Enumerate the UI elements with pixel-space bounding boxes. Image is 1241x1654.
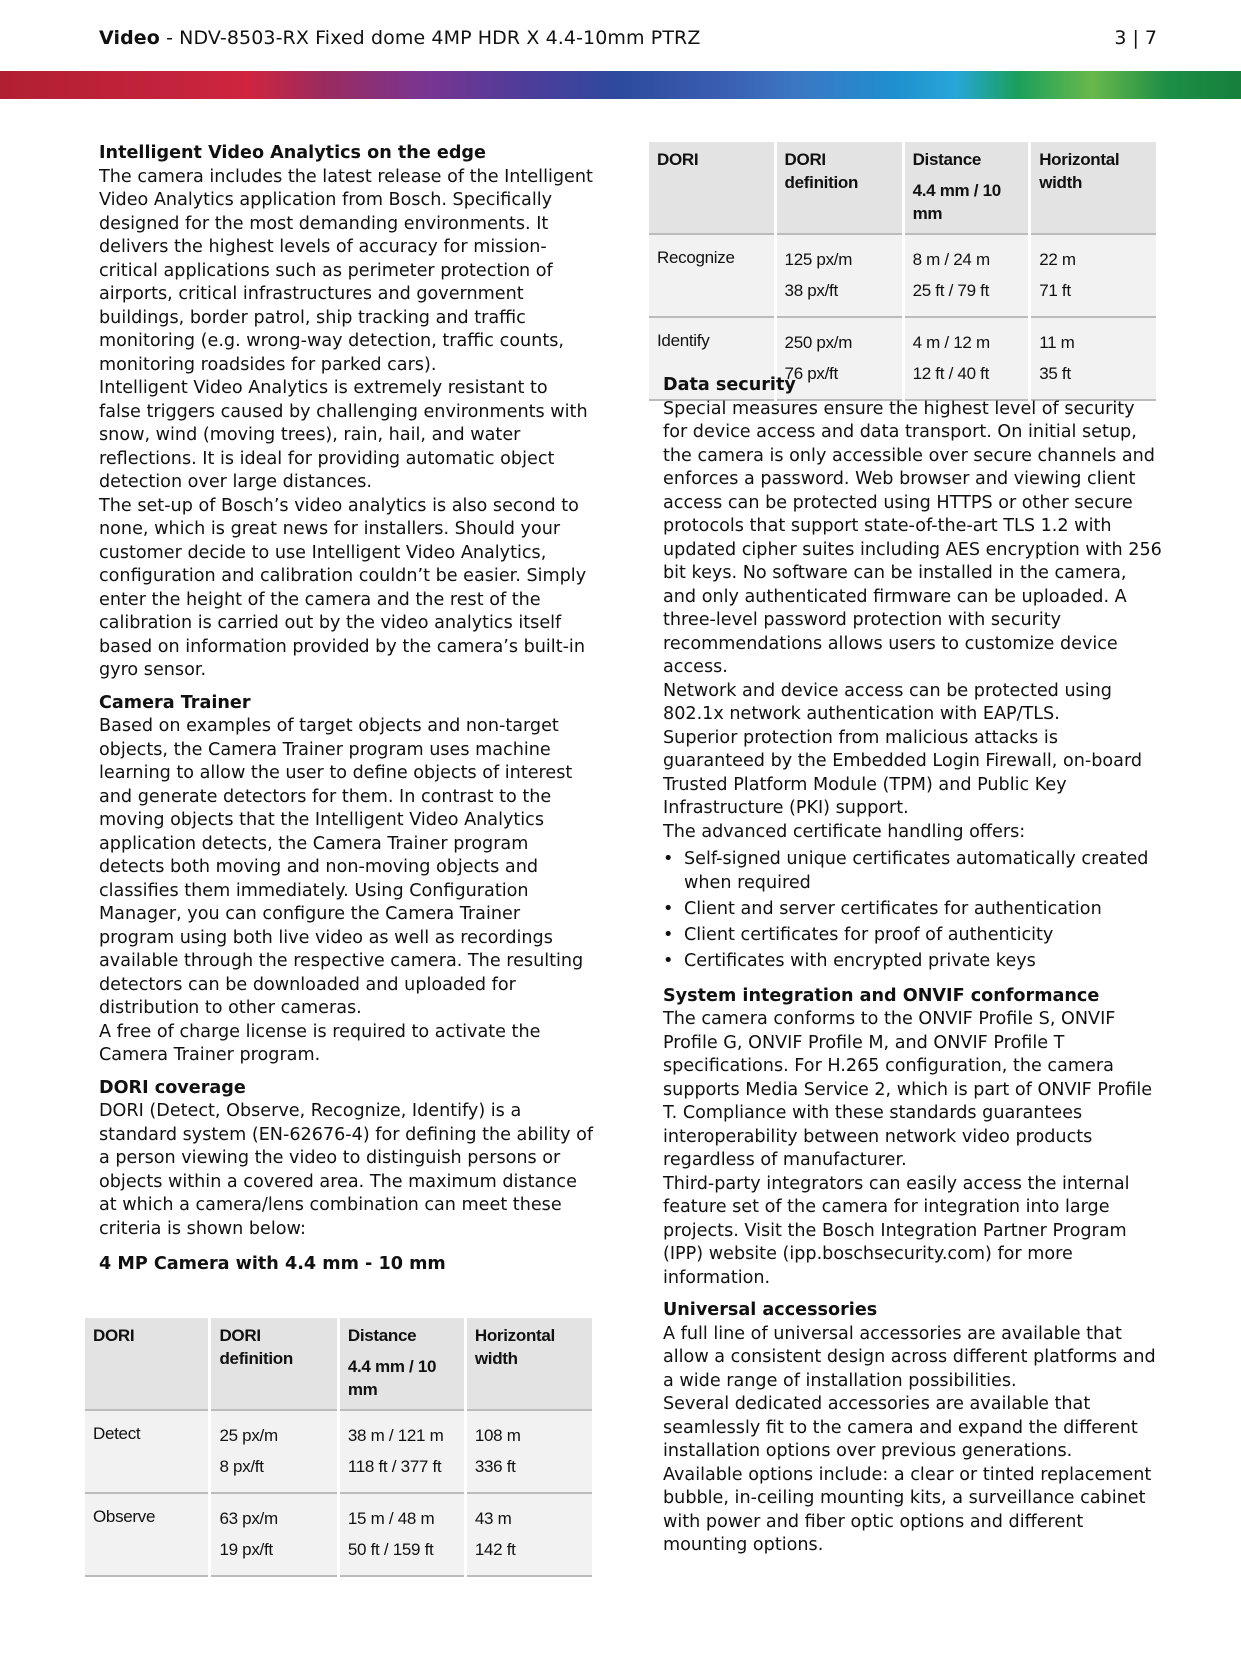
cell-value: 4 m / 12 m (912, 333, 990, 352)
cell-value: 250 px/m (784, 333, 853, 352)
section-title-data-security: Data security (663, 375, 796, 395)
list-item: • Self-signed unique certificates automatically created when required (663, 848, 1163, 895)
cell-value: 76 px/ft (784, 364, 838, 383)
section-title-universal-accessories: Universal accessories (663, 1300, 878, 1321)
list-item: • Certificates with encrypted private keys (663, 950, 1163, 974)
cell-value: 19 px/ft (219, 1540, 273, 1559)
distance-label: Distance (347, 1326, 417, 1345)
distance-focal-range: 4.4 mm / 10 mm (912, 181, 1001, 223)
cell-value: 50 ft / 159 ft (347, 1540, 434, 1559)
dori-paragraph: DORI (Detect, Observe, Recognize, Identify) is a standard system (EN-62676-4) for defining the ability of a person viewing the video to distinguish persons or objects within a covered area. The maximum distance at which a camera/lens combination can meet these criteria is shown below: (99, 1101, 594, 1239)
col-header-horizontal-width: Horizontal width (1030, 142, 1156, 234)
col-header-dori: DORI (85, 1318, 210, 1410)
data-security-paragraph-1: Special measures ensure the highest level of security for device access and data transport. On initial setup, the camera is only accessible over secure channels and enforces a password. Web browser and viewing client access can be protected using HTTPS or other secure protocols that support state-of-the-art TLS 1.2 with updated cipher suites including AES encryption with 256 bit keys. No software can be installed in the camera, and only authenticated firmware can be uploaded. A three-level password protection with security recommendations allows users to customize device access. (663, 398, 1162, 677)
section-title-system-integration: System integration and ONVIF conformance (663, 985, 1100, 1006)
right-column (663, 374, 1163, 1558)
cell-dori-definition (775, 234, 903, 317)
col-header-distance (903, 142, 1030, 234)
certificate-features-list (663, 848, 1163, 973)
camera-trainer-paragraph-2: A free of charge license is required to activate the Camera Trainer program. (99, 1021, 541, 1065)
cell-horizontal-width (1030, 234, 1156, 317)
cell-value: 71 ft (1039, 281, 1071, 300)
table-header-row (649, 142, 1156, 234)
accessories-paragraph-1: A full line of universal accessories are available that allow a consistent design across different platforms and a wide range of installation possibilities. (663, 1323, 1156, 1391)
cell-dori-level: Recognize (649, 234, 775, 317)
table-row (85, 1493, 592, 1576)
dori-table-recognize-identify (649, 142, 1156, 401)
distance-label: Distance (912, 150, 982, 169)
accessories-paragraph-3: Available options include: a clear or tinted replacement bubble, in-ceiling mounting kits, a surveillance cabinet with power and fiber optic options and different mounting options. (663, 1464, 1152, 1556)
camera-trainer-paragraph-1: Based on examples of target objects and non-target objects, the Camera Trainer program uses machine learning to allow the user to define objects of interest and generate detectors for them. In contrast to the moving objects that the Intelligent Video Analytics application detects, the Camera Trainer program detects both moving and non-moving objects and classifies them immediately. Using Configuration Manager, you can configure the Camera Trainer program using both live video as well as recordings available through the respective camera. The resulting detectors can be downloaded and uploaded for distribution to other cameras. (99, 716, 584, 1018)
cell-dori-definition (210, 1410, 338, 1493)
header-product-name: - NDV-8503-RX Fixed dome 4MP HDR X 4.4-10mm PTRZ (159, 27, 701, 49)
table-row (85, 1410, 592, 1493)
col-header-horizontal-width: Horizontal width (465, 1318, 592, 1410)
page-header (99, 27, 700, 49)
cell-value: 25 px/m (219, 1426, 278, 1445)
system-integration-paragraph-2: Third-party integrators can easily access the internal feature set of the camera for integration into large projects. Visit the Bosch Integration Partner Program (IPP) website (ipp.boschsecurity.com) for more information. (663, 1173, 1130, 1288)
section-title-iva: Intelligent Video Analytics on the edge (99, 143, 486, 163)
table-header-row (85, 1318, 592, 1410)
cell-distance (903, 234, 1030, 317)
cell-value: 25 ft / 79 ft (912, 281, 989, 300)
cell-value: 22 m (1039, 250, 1076, 269)
cell-value: 38 px/ft (784, 281, 838, 300)
data-security-paragraph-4: The advanced certificate handling offers: (663, 821, 1026, 842)
data-security-paragraph-2: Network and device access can be protected using 802.1x network authentication with EAP/TLS. (663, 680, 1112, 724)
cell-value: 8 px/ft (219, 1457, 264, 1476)
cell-value: 35 ft (1039, 364, 1071, 383)
cell-value: 12 ft / 40 ft (912, 364, 989, 383)
page-number: 3 | 7 (1114, 27, 1157, 49)
system-integration-paragraph-1: The camera conforms to the ONVIF Profile S, ONVIF Profile G, ONVIF Profile M, and ONVIF Profile T specifications. For H.265 configuration, the camera supports Media Service 2, which is part of ONVIF Profile T. Compliance with these standards guarantees interoperability between network video products regardless of manufacturer. (663, 1009, 1153, 1171)
iva-paragraph-1: The camera includes the latest release of the Intelligent Video Analytics application from Bosch. Specifically designed for the most demanding environments. It delivers the highest levels of accuracy for mission-critical applications such as perimeter protection of airports, critical infrastructures and government buildings, border patrol, ship tracking and traffic monitoring (e.g. wrong-way detection, traffic counts, monitoring roadsides for parked cars). (99, 166, 593, 375)
list-item: • Client certificates for proof of authenticity (663, 924, 1163, 948)
iva-paragraph-2: Intelligent Video Analytics is extremely resistant to false triggers caused by challenging environments with snow, wind (moving trees), rain, hail, and water reflections. It is ideal for providing automatic object detection over large distances. (99, 378, 588, 492)
cell-value: 8 m / 24 m (912, 250, 990, 269)
cell-dori-definition (210, 1493, 338, 1576)
cell-value: 63 px/m (219, 1509, 278, 1528)
section-title-dori: DORI coverage (99, 1077, 246, 1098)
col-header-dori-definition: DORI definition (210, 1318, 338, 1410)
cell-dori-level: Observe (85, 1493, 210, 1576)
cell-value: 38 m / 121 m (347, 1426, 444, 1445)
cell-value: 11 m (1039, 333, 1075, 352)
section-title-camera-trainer: Camera Trainer (99, 692, 251, 713)
header-product-family: Video (99, 27, 160, 49)
accessories-paragraph-2: Several dedicated accessories are available that seamlessly fit to the camera and expand the different installation options over previous generations. (663, 1394, 1138, 1462)
cell-value: 15 m / 48 m (347, 1509, 435, 1528)
col-header-dori-definition: DORI definition (775, 142, 903, 234)
cell-value: 125 px/m (784, 250, 853, 269)
cell-value: 43 m (474, 1509, 512, 1528)
cell-horizontal-width (465, 1493, 592, 1576)
cell-value: 118 ft / 377 ft (347, 1457, 442, 1476)
cell-dori-level: Detect (85, 1410, 210, 1493)
data-security-paragraph-3: Superior protection from malicious attacks is guaranteed by the Embedded Login Firewall, on-board Trusted Platform Module (TPM) and Public Key Infrastructure (PKI) support. (663, 727, 1143, 818)
cell-value: 336 ft (474, 1457, 516, 1476)
cell-value: 142 ft (474, 1540, 516, 1559)
distance-focal-range: 4.4 mm / 10 mm (347, 1357, 437, 1399)
table-row (649, 234, 1156, 317)
col-header-dori: DORI (649, 142, 775, 234)
cell-distance (338, 1493, 465, 1576)
cell-dori-level: Identify (649, 317, 775, 400)
iva-paragraph-3: The set-up of Bosch’s video analytics is also second to none, which is great news for installers. Should your customer decide to use Intelligent Video Analytics, configuration and calibration couldn’t be easier. Simply enter the height of the camera and the rest of the calibration is carried out by the video analytics itself based on information provided by the camera’s built-in gyro sensor. (99, 495, 587, 680)
dori-table-detect-observe (85, 1318, 592, 1577)
dori-table-heading: 4 MP Camera with 4.4 mm - 10 mm (99, 1254, 446, 1274)
cell-horizontal-width (465, 1410, 592, 1493)
left-column (99, 142, 594, 1277)
cell-distance (338, 1410, 465, 1493)
cell-value: 108 m (474, 1426, 521, 1445)
brand-color-band (0, 71, 1241, 99)
col-header-distance (338, 1318, 465, 1410)
list-item: • Client and server certificates for authentication (663, 898, 1163, 922)
